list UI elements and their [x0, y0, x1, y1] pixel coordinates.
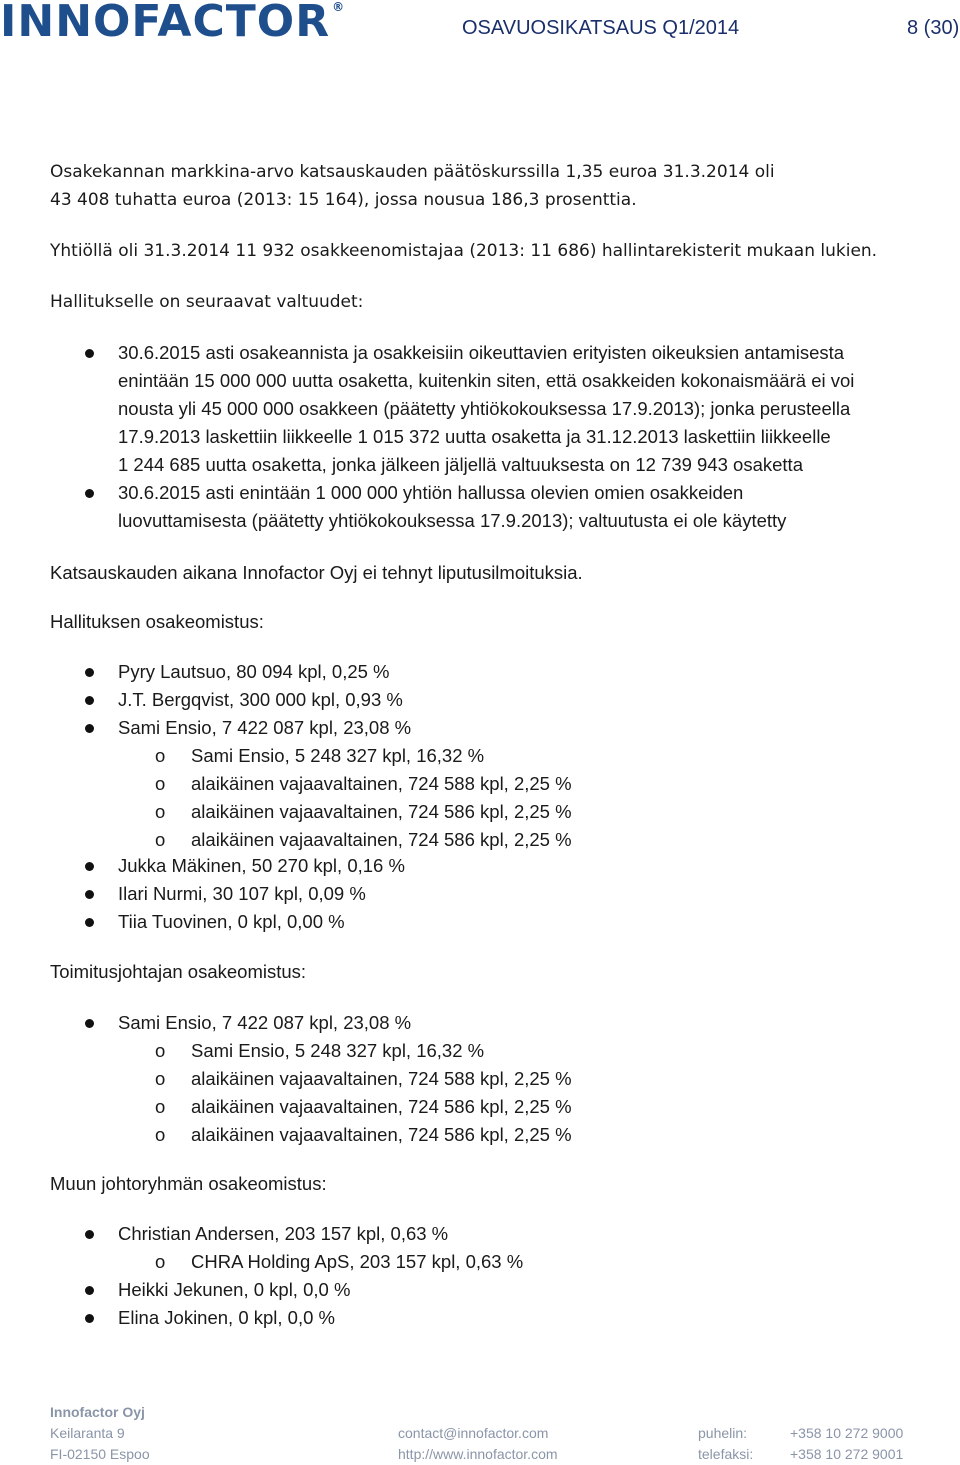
authorization-1-line-2: enintään 15 000 000 uutta osaketta, kuitenkin siten, että osakkeiden kokonaismäärä ei voi [118, 370, 855, 391]
board-member: J.T. Bergqvist, 300 000 kpl, 0,93 % [118, 689, 403, 710]
sub-bullet-icon: o [155, 745, 166, 766]
sub-bullet-icon: o [155, 773, 166, 794]
footer-postal: FI-02150 Espoo [50, 1446, 150, 1462]
board-member: Pyry Lautsuo, 80 094 kpl, 0,25 % [118, 661, 390, 682]
management-sub-holding: CHRA Holding ApS, 203 157 kpl, 0,63 % [191, 1251, 524, 1272]
authorizations-intro: Hallitukselle on seuraavat valtuudet: [50, 292, 364, 312]
authorization-1-line-1: 30.6.2015 asti osakeannista ja osakkeisiin oikeuttavien erityisten oikeuksien antamisesta [118, 342, 845, 363]
bullet-icon [85, 724, 94, 733]
registered-mark: ® [332, 0, 346, 14]
sub-bullet-icon: o [155, 1251, 166, 1272]
market-value-line-1: Osakekannan markkina-arvo katsauskauden päätöskurssilla 1,35 euroa 31.3.2014 oli [50, 162, 775, 182]
management-holding: Heikki Jekunen, 0 kpl, 0,0 % [118, 1279, 351, 1300]
bullet-icon [85, 862, 94, 871]
footer-street: Keilaranta 9 [50, 1425, 125, 1441]
management-heading: Muun johtoryhmän osakeomistus: [50, 1173, 327, 1194]
sub-bullet-icon: o [155, 1068, 166, 1089]
footer-phone-label: puhelin: [698, 1425, 748, 1441]
bullet-icon [85, 696, 94, 705]
shareholders-paragraph: Yhtiöllä oli 31.3.2014 11 932 osakkeenomistajaa (2013: 11 686) hallintarekisterit mukaan lukien. [50, 241, 878, 261]
board-sub-holding: Sami Ensio, 5 248 327 kpl, 16,32 % [191, 745, 485, 766]
management-holding: Christian Andersen, 203 157 kpl, 0,63 % [118, 1223, 449, 1244]
bullet-icon [85, 1314, 94, 1323]
authorization-1-line-4: 17.9.2013 laskettiin liikkeelle 1 015 372 uutta osaketta ja 31.12.2013 laskettiin liikkeelle [118, 426, 831, 447]
footer-fax: +358 10 272 9001 [790, 1446, 904, 1462]
ceo-sub-holding: alaikäinen vajaavaltainen, 724 586 kpl, 2,25 % [191, 1096, 572, 1117]
sub-bullet-icon: o [155, 801, 166, 822]
footer-company: Innofactor Oyj [50, 1404, 145, 1420]
footer-phone: +358 10 272 9000 [790, 1425, 904, 1441]
authorization-1-line-3: nousta yli 45 000 000 osakkeen (päätetty yhtiökokouksessa 17.9.2013); jonka perusteella [118, 398, 851, 419]
sub-bullet-icon: o [155, 1096, 166, 1117]
management-holding: Elina Jokinen, 0 kpl, 0,0 % [118, 1307, 335, 1328]
board-heading: Hallituksen osakeomistus: [50, 611, 264, 632]
report-title: OSAVUOSIKATSAUS Q1/2014 [462, 17, 740, 39]
board-sub-holding: alaikäinen vajaavaltainen, 724 586 kpl, 2,25 % [191, 801, 572, 822]
bullet-icon [85, 668, 94, 677]
ceo-sub-holding: alaikäinen vajaavaltainen, 724 586 kpl, 2,25 % [191, 1124, 572, 1145]
bullet-icon [85, 489, 94, 498]
sub-bullet-icon: o [155, 1124, 166, 1145]
ceo-holding: Sami Ensio, 7 422 087 kpl, 23,08 % [118, 1012, 412, 1033]
market-value-line-2: 43 408 tuhatta euroa (2013: 15 164), jossa nousua 186,3 prosenttia. [50, 190, 637, 210]
bullet-icon [85, 1230, 94, 1239]
company-logo [0, 0, 346, 47]
authorization-2-line-2: luovuttamisesta (päätetty yhtiökokouksessa 17.9.2013); valtuutusta ei ole käytetty [118, 510, 787, 531]
authorization-2-line-1: 30.6.2015 asti enintään 1 000 000 yhtiön hallussa olevien omien osakkeiden [118, 482, 744, 503]
footer-fax-label: telefaksi: [698, 1446, 754, 1462]
footer-web-link[interactable]: http://www.innofactor.com [398, 1446, 558, 1462]
footer-email-link[interactable]: contact@innofactor.com [398, 1425, 549, 1441]
sub-bullet-icon: o [155, 1040, 166, 1061]
authorization-1-line-5: 1 244 685 uutta osaketta, jonka jälkeen jäljellä valtuuksesta on 12 739 943 osaketta [118, 454, 803, 475]
bullet-icon [85, 890, 94, 899]
bullet-icon [85, 1019, 94, 1028]
flagging-notice: Katsauskauden aikana Innofactor Oyj ei tehnyt liputusilmoituksia. [50, 562, 583, 583]
board-member: Ilari Nurmi, 30 107 kpl, 0,09 % [118, 883, 366, 904]
bullet-icon [85, 918, 94, 927]
board-sub-holding: alaikäinen vajaavaltainen, 724 586 kpl, 2,25 % [191, 829, 572, 850]
page-number: 8 (30) [907, 17, 960, 39]
sub-bullet-icon: o [155, 829, 166, 850]
board-member: Jukka Mäkinen, 50 270 kpl, 0,16 % [118, 855, 405, 876]
logo-text: INNOFACTOR [0, 0, 331, 47]
ceo-heading: Toimitusjohtajan osakeomistus: [50, 961, 307, 982]
ceo-sub-holding: alaikäinen vajaavaltainen, 724 588 kpl, 2,25 % [191, 1068, 572, 1089]
board-member: Sami Ensio, 7 422 087 kpl, 23,08 % [118, 717, 412, 738]
board-sub-holding: alaikäinen vajaavaltainen, 724 588 kpl, 2,25 % [191, 773, 572, 794]
bullet-icon [85, 349, 94, 358]
bullet-icon [85, 1286, 94, 1295]
board-member: Tiia Tuovinen, 0 kpl, 0,00 % [118, 911, 345, 932]
ceo-sub-holding: Sami Ensio, 5 248 327 kpl, 16,32 % [191, 1040, 485, 1061]
